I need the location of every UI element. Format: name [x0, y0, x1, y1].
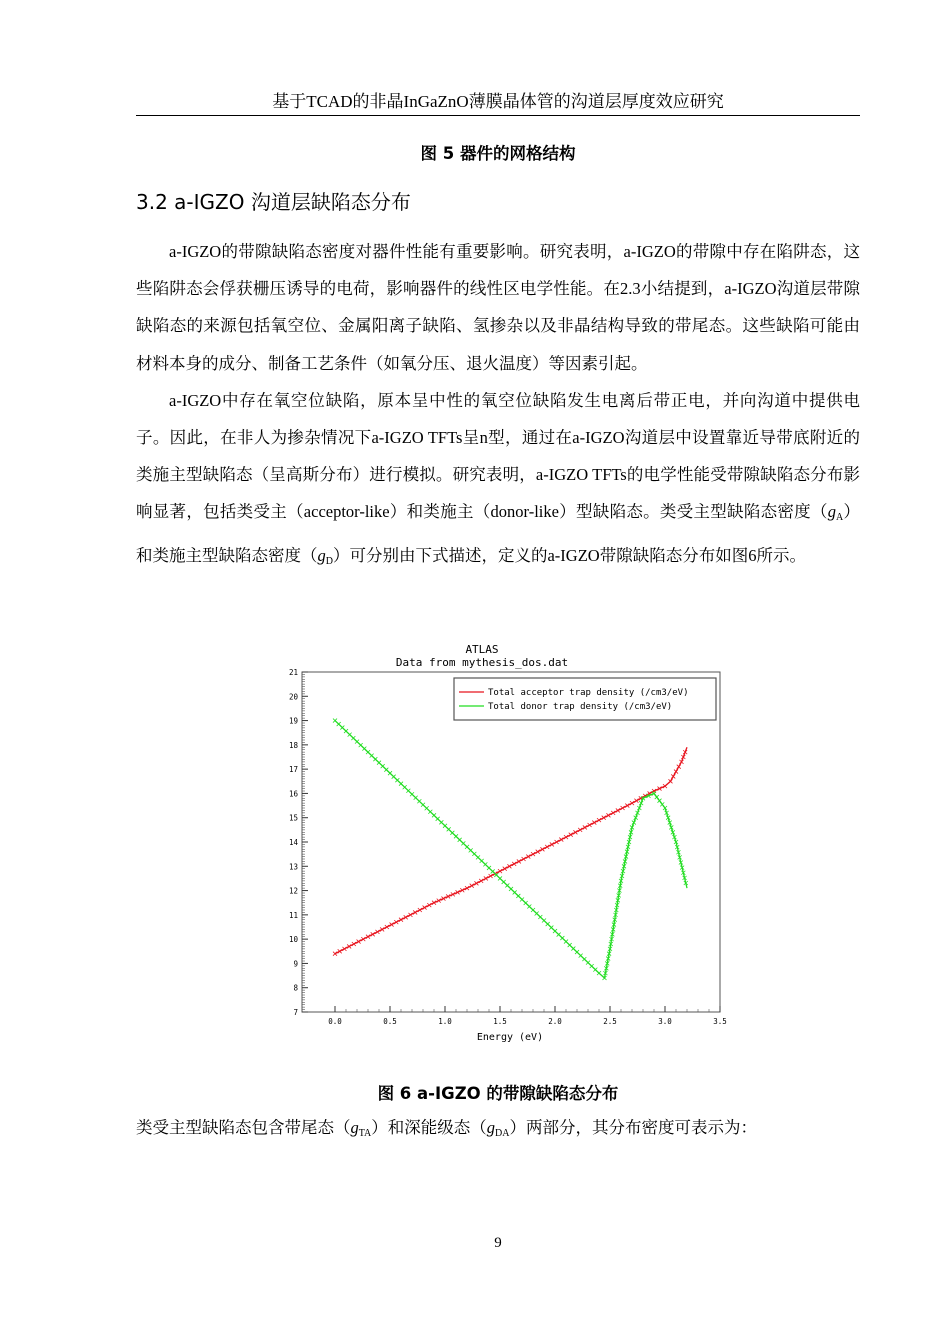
- x-tick-label: 3.5: [713, 1017, 727, 1026]
- y-tick-label: 10: [288, 935, 298, 945]
- y-tick-label: 15: [288, 813, 298, 823]
- chart-title: ATLAS: [465, 643, 499, 656]
- x-axis-label: Energy (eV): [476, 1032, 544, 1043]
- x-tick-label: 1.0: [438, 1017, 452, 1026]
- x-tick-label: 0.5: [383, 1017, 397, 1026]
- y-tick-label: 13: [288, 862, 298, 872]
- page-number: 9: [494, 1235, 502, 1251]
- y-tick-label: 11: [288, 910, 298, 920]
- y-tick-label: 7: [293, 1008, 298, 1017]
- figure-6-caption: 图 6 a-IGZO 的带隙缺陷态分布: [377, 1084, 619, 1103]
- dos-chart-svg: [272, 640, 727, 1050]
- section-heading: 3.2 a-IGZO 沟道层缺陷态分布: [136, 190, 411, 214]
- y-tick-label: 21: [288, 668, 298, 677]
- x-tick-label: 2.0: [548, 1017, 562, 1026]
- y-tick-label: 12: [288, 886, 298, 896]
- paragraph-1: a-IGZO的带隙缺陷态密度对器件性能有重要影响。研究表明，a-IGZO的带隙中存在陷阱态，这些陷阱态会俘获栅压诱导的电荷，影响器件的线性区电学性能。在2.3小结提到，a-IGZO沟道层带隙缺陷态的来源包括氧空位、金属阳离子缺陷、氢掺杂以及非晶结构导致的带尾态。这些缺陷可能由材料本身的成分、制备工艺条件（如氧分压、退火温度）等因素引起。: [136, 242, 860, 373]
- header-rule: [136, 115, 860, 116]
- y-tick-label: 20: [288, 692, 298, 702]
- plot-frame: [302, 672, 720, 1012]
- legend-box: [454, 678, 716, 720]
- x-tick-label: 1.5: [493, 1017, 507, 1026]
- paragraph-2: a-IGZO中存在氧空位缺陷，原本呈中性的氧空位缺陷发生电离后带正电，并向沟道中提供电子。因此，在非人为掺杂情况下a-IGZO TFTs呈n型，通过在a-IGZO沟道层中设置靠近导带底附近的类施主型缺陷态（呈高斯分布）进行模拟。研究表明，a-IGZO TFTs的电学性能受带隙缺陷态分布影响显著，包括类受主（acceptor-like）和类施主（donor-like）型缺陷态。类受主型缺陷态密度$(g_A)$和类施主型缺陷态密度$(g_D)$可分别由下式描述，定义的a-IGZO带隙缺陷态分布如图6所示。: [136, 390, 860, 567]
- y-tick-label: 18: [288, 740, 298, 750]
- y-tick-label: 9: [293, 959, 298, 969]
- x-tick-label: 0.0: [328, 1017, 342, 1026]
- figure-5-caption: 图 5 器件的网格结构: [420, 144, 576, 163]
- y-tick-label: 16: [288, 789, 298, 799]
- x-tick-label: 2.5: [603, 1017, 617, 1026]
- legend-donor-label: Total donor trap density (/cm3/eV): [488, 702, 673, 712]
- running-header: 基于TCAD的非晶InGaZnO薄膜晶体管的沟道层厚度效应研究: [272, 92, 724, 111]
- body-paragraphs: [136, 233, 860, 580]
- legend-acceptor-label: Total acceptor trap density (/cm3/eV): [488, 688, 689, 698]
- y-tick-label: 14: [288, 838, 298, 847]
- y-tick-label: 19: [288, 716, 298, 726]
- y-tick-label: 17: [288, 765, 298, 775]
- chart-subtitle: Data from mythesis_dos.dat: [395, 656, 569, 669]
- x-tick-label: 3.0: [658, 1017, 672, 1026]
- paragraph-3: 类受主型缺陷态包含带尾态$(g_{TA})$和深能级态$(g_{DA})$两部分，其分布密度可表示为：: [136, 1118, 757, 1139]
- figure-6-chart: [272, 640, 727, 1050]
- y-tick-label: 8: [293, 983, 298, 993]
